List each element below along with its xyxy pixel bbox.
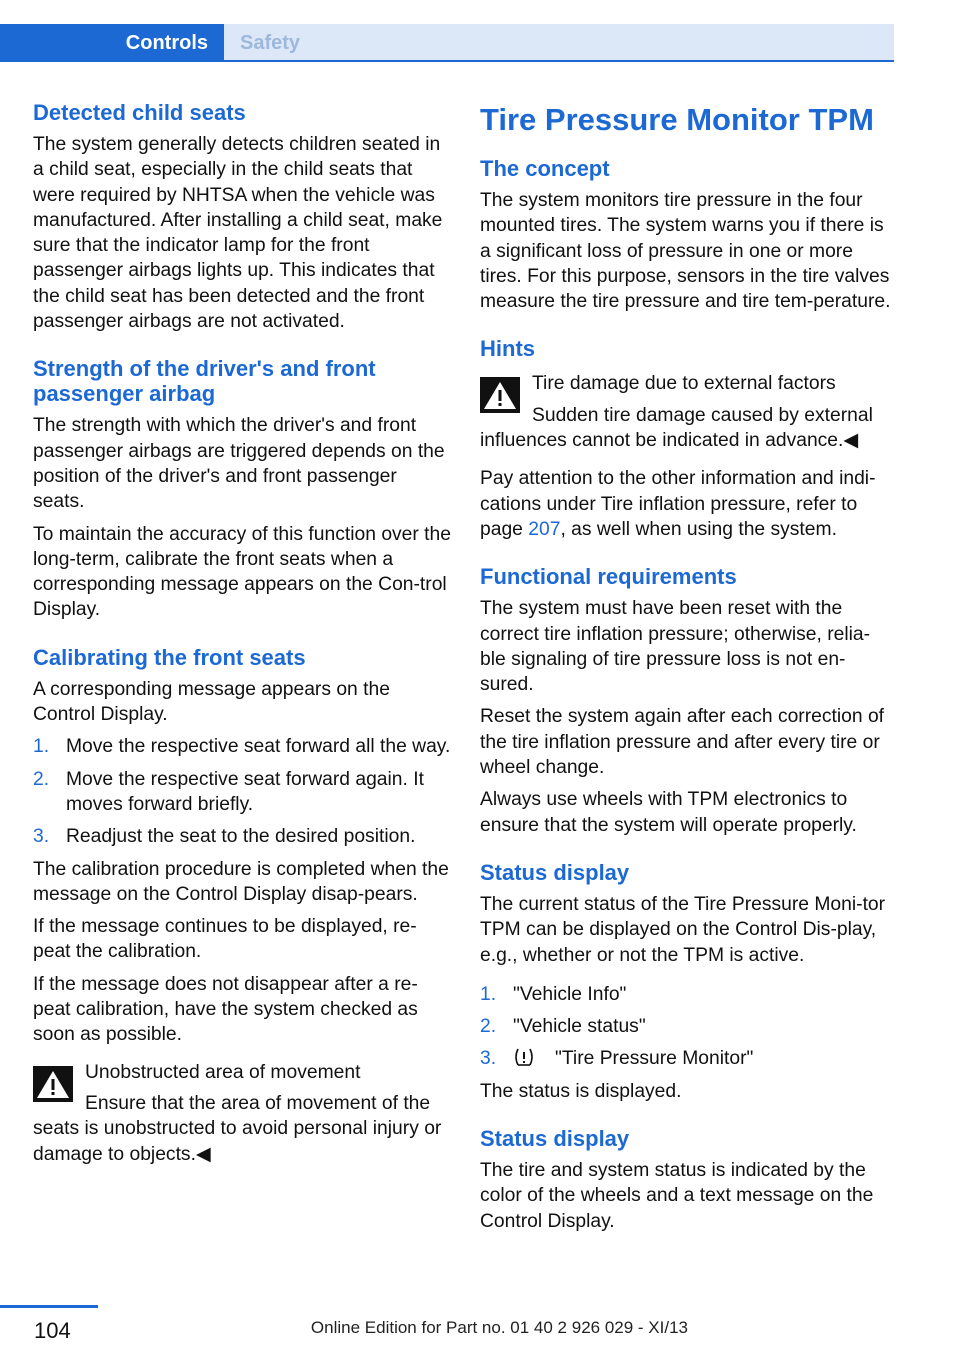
warning-body-1: Ensure that the area of movement of the xyxy=(85,1092,431,1114)
warning-body-2: influences cannot be indicated in advance.◀ xyxy=(480,430,859,452)
paragraph-detected: The system generally detects children seated in a child seat, especially in the child seats that were required by NHTSA when the vehicle was manufactured. After installing a child seat, make sure that the indicator lamp for the front passenger airbags lights up. This indicates that the child seat has been detected and the front passenger airbags are not activated. xyxy=(33,134,443,333)
right-column xyxy=(480,100,894,1234)
heading-airbag-strength: Strength of the driver's and front passenger airbag xyxy=(33,356,376,407)
step-number: 2. xyxy=(480,1016,497,1038)
step-number: 3. xyxy=(33,826,50,848)
footer-rule xyxy=(0,1305,98,1308)
status-steps xyxy=(480,982,894,1072)
footer-edition: Online Edition for Part no. 01 40 2 926 029 - XI/13 xyxy=(310,1318,688,1337)
list-item xyxy=(33,767,451,818)
warning-movement xyxy=(33,1060,451,1167)
paragraph-displayed: The status is displayed. xyxy=(480,1080,682,1102)
tab-safety[interactable]: Safety xyxy=(224,24,894,62)
warning-title: Tire damage due to external factors xyxy=(532,373,836,395)
page-link-207[interactable]: 207 xyxy=(528,518,561,540)
heading-hints: Hints xyxy=(480,336,535,362)
attention-text-post: , as well when using the system. xyxy=(560,518,837,540)
list-item xyxy=(480,982,894,1007)
attention-text-pre: Pay attention to the other information and indi‐cations under Tire inflation pressure, refer to page xyxy=(480,468,876,540)
step-number: 1. xyxy=(480,983,497,1005)
warning-tire-damage xyxy=(480,371,894,453)
list-item xyxy=(480,1014,894,1039)
paragraph-status-2: The tire and system status is indicated by the color of the wheels and a text message on the Control Display. xyxy=(480,1160,874,1232)
paragraph-after-3: If the message does not disappear after a re‐peat calibration, have the system checked as soon as possible. xyxy=(33,973,418,1046)
heading-detected-child-seats: Detected child seats xyxy=(33,100,246,125)
calibration-steps xyxy=(33,734,451,849)
step-text: Move the respective seat forward again. It moves forward briefly. xyxy=(66,768,424,815)
step-number: 2. xyxy=(33,768,50,790)
paragraph-calibrating: A corresponding message appears on the Control Display. xyxy=(33,678,390,726)
tab-controls[interactable]: Controls xyxy=(0,24,224,62)
warning-body-1: Sudden tire damage caused by external xyxy=(532,404,873,426)
heading-calibrating: Calibrating the front seats xyxy=(33,644,306,670)
step-number: 3. xyxy=(480,1048,497,1070)
paragraph-after-1: The calibration procedure is completed when the message on the Control Display disap‐pears. xyxy=(33,858,449,905)
paragraph-after-2: If the message continues to be displayed, re‐peat the calibration. xyxy=(33,916,417,963)
warning-body-2: seats is unobstructed to avoid personal injury or damage to objects.◀ xyxy=(33,1118,442,1165)
heading-concept: The concept xyxy=(480,156,610,181)
step-text: Readjust the seat to the desired position. xyxy=(66,826,416,848)
heading-tpm: Tire Pressure Monitor TPM xyxy=(480,102,874,137)
paragraph-func-3: Always use wheels with TPM electronics to ensure that the system will operate properly. xyxy=(480,789,857,836)
list-item xyxy=(480,1046,894,1071)
step-text: "Vehicle status" xyxy=(513,1016,646,1038)
list-item xyxy=(33,734,451,759)
list-item xyxy=(33,824,451,849)
header-tabs xyxy=(0,0,960,62)
heading-status-display-1: Status display xyxy=(480,859,630,885)
step-text: "Tire Pressure Monitor" xyxy=(555,1048,754,1070)
step-text: Move the respective seat forward all the way. xyxy=(66,736,451,758)
heading-functional-requirements: Functional requirements xyxy=(480,564,737,590)
warning-triangle-icon xyxy=(33,1066,73,1102)
warning-title: Unobstructed area of movement xyxy=(85,1061,361,1083)
step-number: 1. xyxy=(33,736,50,758)
paragraph-func-2: Reset the system again after each correction of the tire inflation pressure and after every tire or wheel change. xyxy=(480,706,885,779)
paragraph-attention xyxy=(480,466,894,542)
page-number: 104 xyxy=(34,1318,71,1343)
paragraph-concept: The system monitors tire pressure in the four mounted tires. The system warns you if there is a significant loss of pressure in one or more tires. For this purpose, sensors in the tire valves measure the tire pressure and tire tem‐perature. xyxy=(480,190,891,313)
warning-triangle-icon xyxy=(480,377,520,413)
paragraph-func-1: The system must have been reset with the correct tire inflation pressure; otherwise, relia‐ble signaling of tire pressure loss is not en‐sured. xyxy=(480,598,871,696)
step-text: "Vehicle Info" xyxy=(513,983,627,1005)
header-rule xyxy=(0,60,894,62)
tire-pressure-icon xyxy=(513,1047,535,1067)
paragraph-status-1: The current status of the Tire Pressure Moni‐tor TPM can be displayed on the Control Dis‐play, e.g., whether or not the TPM is active. xyxy=(480,893,886,966)
paragraph-strength-2: To maintain the accuracy of this function over the long-term, calibrate the front seats when a corresponding message appears on the Con‐trol Display. xyxy=(33,523,451,621)
left-column xyxy=(33,100,451,1167)
heading-status-display-2: Status display xyxy=(480,1126,630,1152)
paragraph-strength-1: The strength with which the driver's and front passenger airbags are triggered depends on the position of the driver's and front passenger seats. xyxy=(33,415,445,513)
